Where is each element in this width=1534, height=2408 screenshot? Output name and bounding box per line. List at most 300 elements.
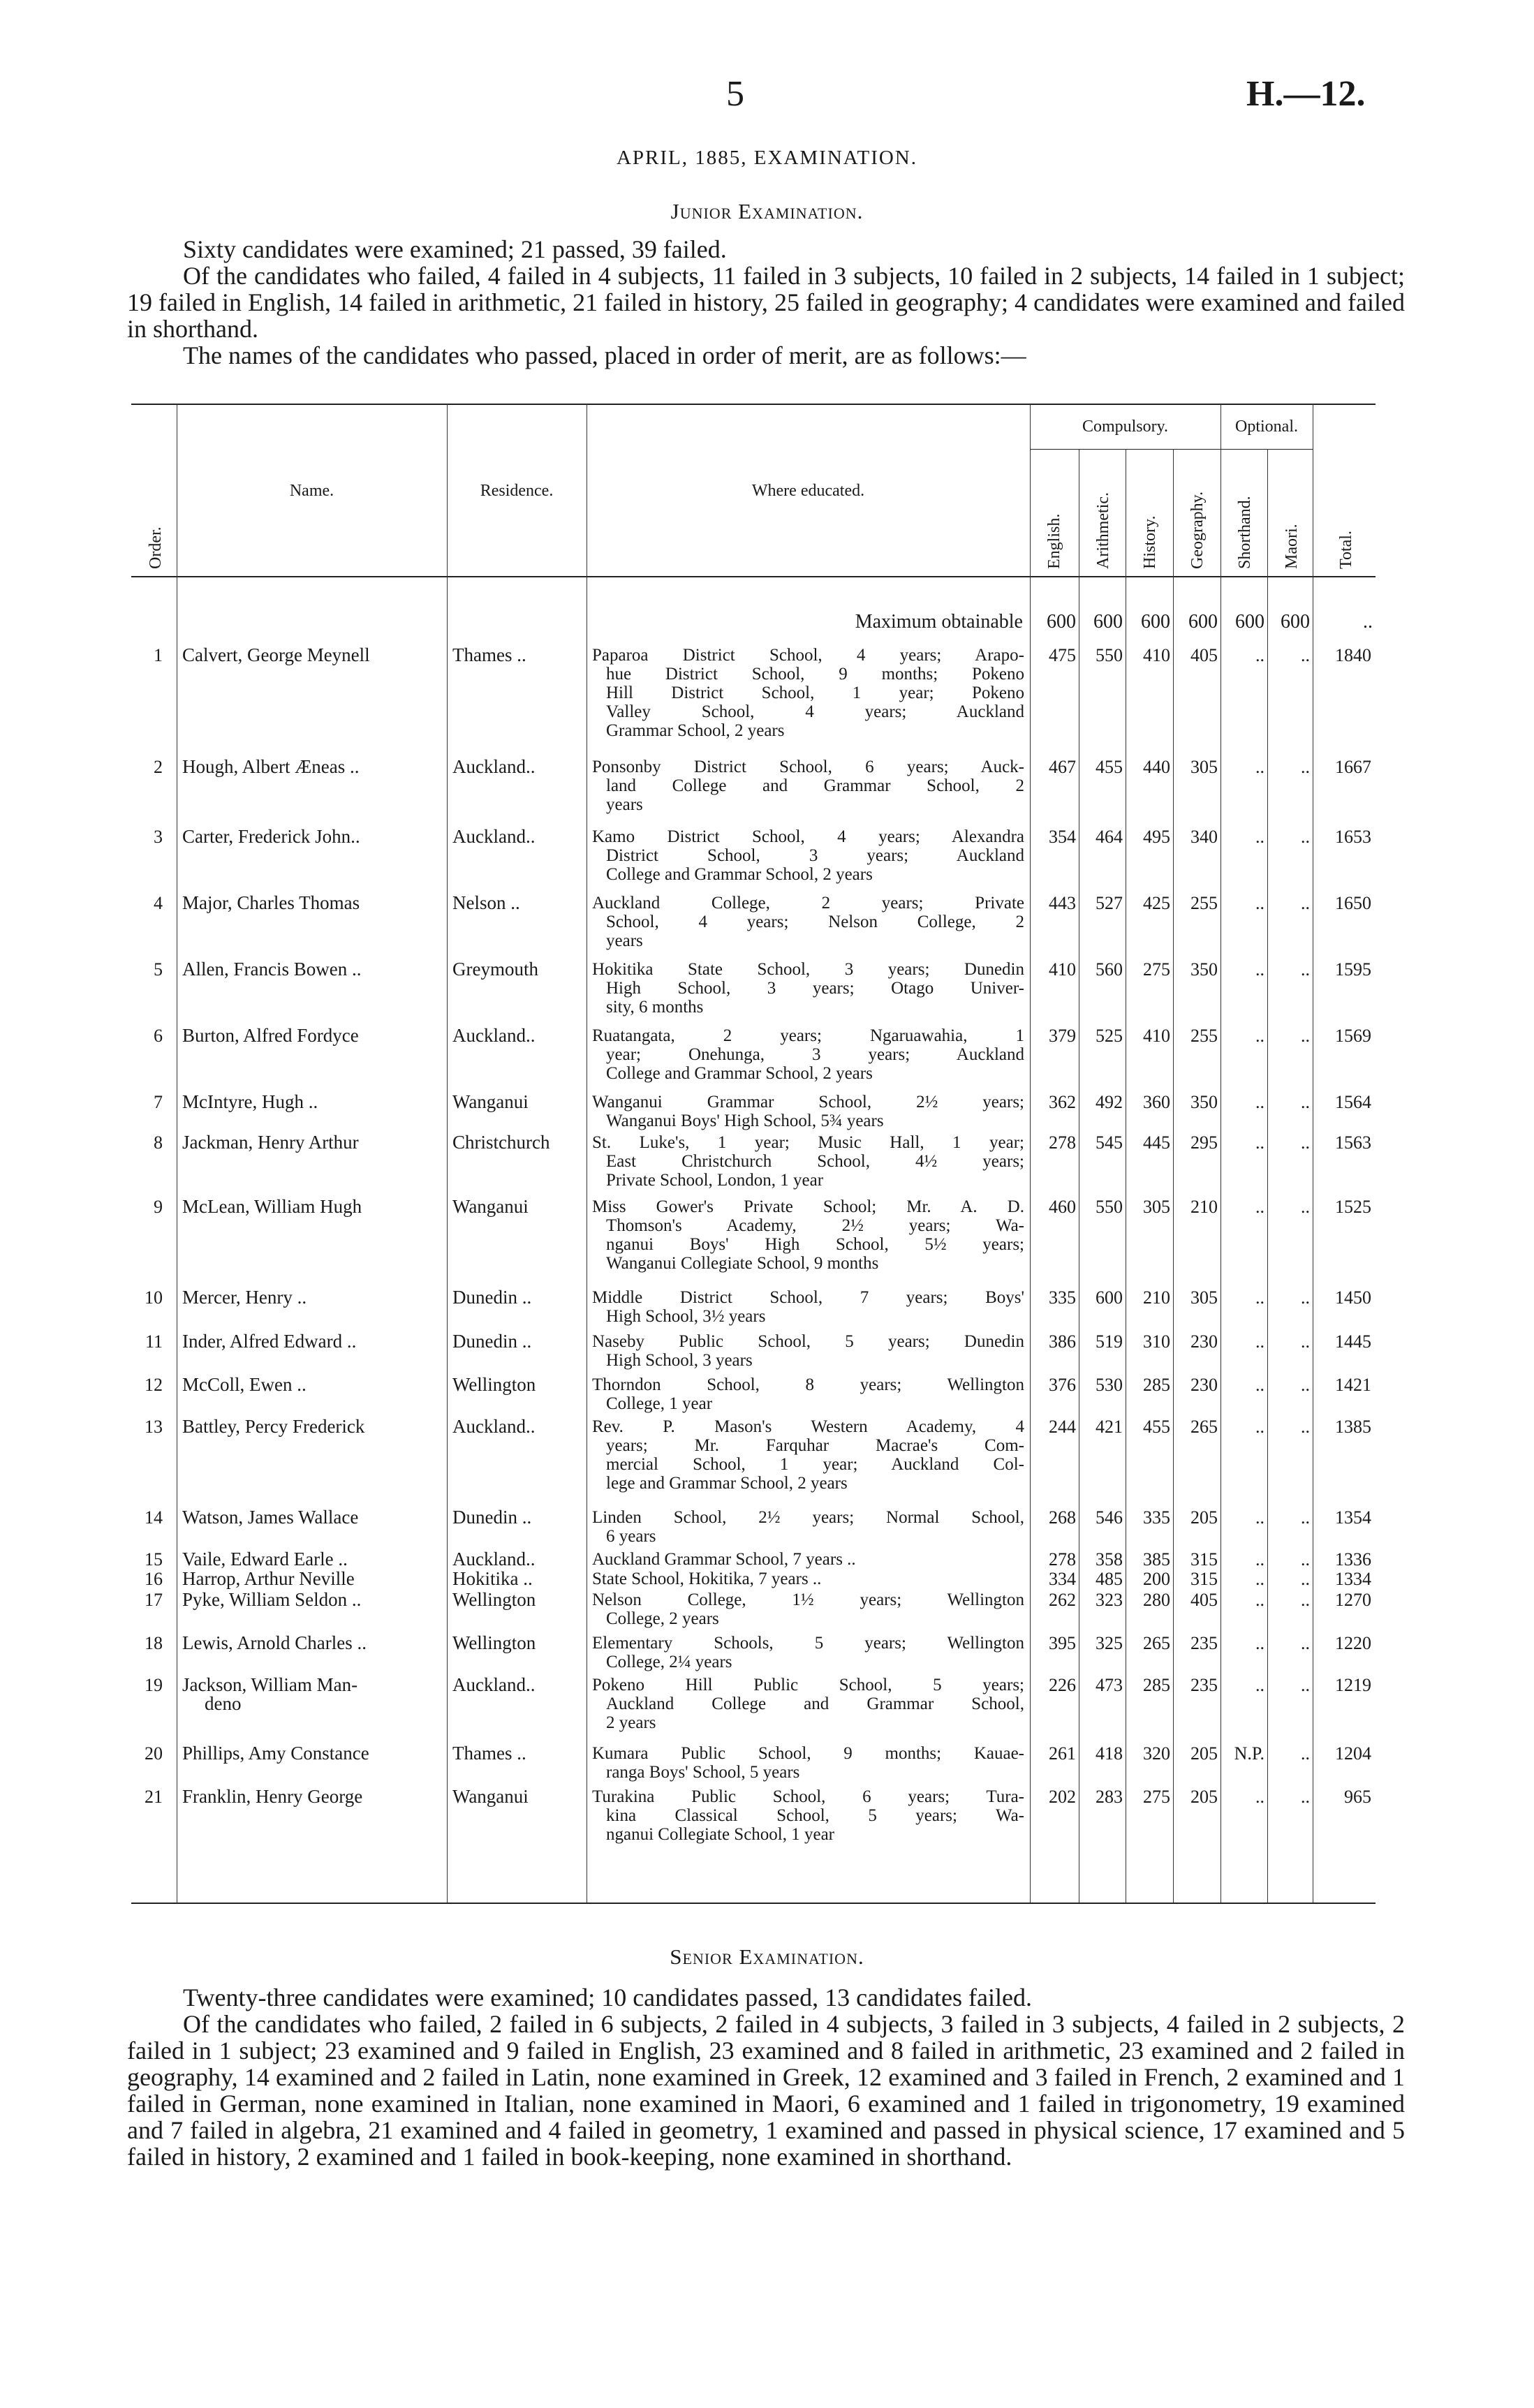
row-mark: 405 [1190, 645, 1218, 665]
row-mark: 315 [1190, 1569, 1218, 1589]
row-total: 1653 [1335, 827, 1371, 847]
row-mark: 255 [1190, 1026, 1218, 1046]
row-name: McIntyre, Hugh .. [182, 1091, 318, 1112]
col-residence-header: Residence. [480, 482, 554, 500]
row-mark: 262 [1049, 1590, 1076, 1610]
row-name: Carter, Frederick John.. [182, 826, 360, 847]
row-mark: 210 [1190, 1197, 1218, 1217]
row-mark: .. [1255, 1675, 1264, 1695]
row-order: 12 [145, 1375, 163, 1395]
row-residence: Dunedin .. [452, 1507, 532, 1528]
senior-intro [127, 1984, 1405, 2170]
row-mark: .. [1255, 645, 1264, 665]
row-mark: 350 [1190, 1092, 1218, 1112]
row-where-educated: Auckland College, 2 years; Private [592, 894, 1024, 913]
row-where-educated: Middle District School, 7 years; Boys' [592, 1288, 1024, 1307]
row-mark: 385 [1143, 1549, 1170, 1569]
group-optional: Optional. [1235, 418, 1298, 436]
row-where-educated: Thorndon School, 8 years; Wellington [592, 1375, 1024, 1394]
senior-paragraph: Of the candidates who failed, 2 failed in 6 subjects, 2 failed in 4 subjects, 3 failed in 3 subjects, 4 failed in 2 subjects, 2 failed in 1 subject; 23 examined and 9 failed in English, 23 examined and 8 failed in arithmetic, 23 examined and 2 failed in geography, 14 examined and 2 failed in Latin, none examined in Greek, 12 examined and 3 failed in French, 2 examined and 1 failed in German, none examined in Italian, none examined in Maori, 6 examined and 1 failed in trigonometry, 19 examined and 7 failed in algebra, 21 examined and 4 failed in geometry, 1 examined and passed in physical science, 17 examined and 5 failed in history, 2 examined and 1 failed in book-keeping, none examined in shorthand. [127, 2010, 1405, 2171]
row-mark: .. [1301, 1132, 1310, 1153]
row-where-educated: College, 1 year [606, 1394, 713, 1413]
row-residence: Wellington [452, 1374, 536, 1395]
row-residence: Nelson .. [452, 892, 520, 913]
row-total: 1564 [1335, 1092, 1371, 1112]
row-total: 1650 [1335, 893, 1371, 913]
row-where-educated: High School, 3 years [606, 1351, 753, 1370]
row-where-educated: Auckland College and Grammar School, [606, 1694, 1024, 1713]
row-mark: 305 [1190, 1287, 1218, 1308]
row-residence: Auckland.. [452, 1025, 536, 1046]
row-total: 1569 [1335, 1026, 1371, 1046]
junior-intro [127, 236, 1405, 369]
row-mark: 283 [1096, 1787, 1123, 1807]
row-mark: 325 [1096, 1633, 1123, 1653]
row-mark: .. [1301, 1743, 1310, 1764]
row-mark: 527 [1096, 893, 1123, 913]
row-where-educated: Ponsonby District School, 6 years; Auck- [592, 758, 1024, 776]
row-mark: .. [1301, 1026, 1310, 1046]
row-mark: 230 [1190, 1375, 1218, 1395]
row-order: 11 [145, 1331, 163, 1352]
row-order: 17 [145, 1590, 163, 1610]
table-bottom-rule [131, 1903, 1376, 1904]
row-mark: 323 [1096, 1590, 1123, 1610]
row-mark: 226 [1049, 1675, 1076, 1695]
row-mark: 421 [1096, 1417, 1123, 1437]
row-mark: .. [1255, 1197, 1264, 1217]
junior-title: Junior Examination. [670, 199, 864, 223]
row-where-educated: Kumara Public School, 9 months; Kauae- [592, 1744, 1024, 1763]
row-mark: 340 [1190, 827, 1218, 847]
row-mark: 475 [1049, 645, 1076, 665]
row-mark: 305 [1190, 757, 1218, 777]
row-mark: .. [1255, 1287, 1264, 1308]
row-where-educated: High School, 3 years; Otago Univer- [606, 979, 1024, 998]
row-where-educated: Hill District School, 1 year; Pokeno [606, 684, 1024, 702]
col-subject-header: Arithmetic. [1094, 492, 1112, 569]
row-mark: 360 [1143, 1092, 1170, 1112]
row-mark: 473 [1096, 1675, 1123, 1695]
row-where-educated: 6 years [606, 1527, 656, 1546]
row-mark: .. [1255, 757, 1264, 777]
row-mark: .. [1255, 1507, 1264, 1528]
row-name: Jackman, Henry Arthur [182, 1132, 359, 1153]
row-mark: .. [1301, 1633, 1310, 1653]
row-mark: 205 [1190, 1787, 1218, 1807]
col-subject-header: History. [1141, 515, 1159, 569]
row-mark: 386 [1049, 1331, 1076, 1352]
row-mark: 362 [1049, 1092, 1076, 1112]
row-mark: 550 [1096, 645, 1123, 665]
row-total: 1595 [1335, 959, 1371, 980]
row-residence: Wanganui [452, 1091, 529, 1112]
row-where-educated: year; Onehunga, 3 years; Auckland [606, 1045, 1024, 1064]
row-order: 16 [145, 1569, 163, 1589]
row-mark: 354 [1049, 827, 1076, 847]
row-residence: Dunedin .. [452, 1331, 532, 1352]
row-where-educated: Wanganui Boys' High School, 5¾ years [606, 1111, 884, 1130]
row-residence: Wellington [452, 1632, 536, 1653]
row-mark: .. [1301, 1287, 1310, 1308]
row-mark: .. [1255, 1417, 1264, 1437]
row-mark: .. [1301, 1590, 1310, 1610]
row-mark: .. [1301, 757, 1310, 777]
row-where-educated: years; Mr. Farquhar Macrae's Com- [606, 1436, 1024, 1455]
row-total: 1385 [1335, 1417, 1371, 1437]
group-compulsory: Compulsory. [1082, 418, 1169, 436]
junior-paragraph: Of the candidates who failed, 4 failed in 4 subjects, 11 failed in 3 subjects, 10 failed in 2 subjects, 14 failed in 1 subject; 19 failed in English, 14 failed in arithmetic, 21 failed in history, 25 failed in geography; 4 candidates were examined and failed in shorthand. [127, 262, 1405, 343]
senior-paragraph: Twenty-three candidates were examined; 10 candidates passed, 13 candidates failed. [183, 1984, 1032, 2011]
row-mark: 410 [1049, 959, 1076, 980]
row-where-educated: Grammar School, 2 years [606, 721, 785, 740]
row-name: Calvert, George Meynell [182, 644, 370, 665]
row-mark: .. [1301, 1417, 1310, 1437]
max-value: 600 [1047, 611, 1076, 633]
row-name: Jackson, William Man- [182, 1674, 358, 1695]
col-order-header: Order. [147, 526, 165, 569]
row-where-educated: College, 2 years [606, 1609, 719, 1628]
row-mark: 334 [1049, 1569, 1076, 1589]
row-mark: 519 [1096, 1331, 1123, 1352]
row-where-educated: Rev. P. Mason's Western Academy, 4 [592, 1417, 1024, 1436]
row-mark: 235 [1190, 1675, 1218, 1695]
row-name-continued: deno [205, 1693, 242, 1714]
row-name: Watson, James Wallace [182, 1507, 359, 1528]
row-mark: .. [1255, 827, 1264, 847]
row-mark: 280 [1143, 1590, 1170, 1610]
row-mark: 425 [1143, 893, 1170, 913]
row-mark: 410 [1143, 1026, 1170, 1046]
row-where-educated: sity, 6 months [606, 998, 704, 1017]
row-mark: 492 [1096, 1092, 1123, 1112]
max-value: 600 [1281, 611, 1310, 633]
row-mark: 205 [1190, 1743, 1218, 1764]
row-name: Phillips, Amy Constance [182, 1743, 369, 1764]
row-mark: 235 [1190, 1633, 1218, 1653]
row-order: 5 [154, 959, 163, 980]
row-mark: 485 [1096, 1569, 1123, 1589]
row-where-educated: High School, 3½ years [606, 1307, 766, 1326]
row-name: Allen, Francis Bowen .. [182, 959, 362, 980]
row-where-educated: East Christchurch School, 4½ years; [606, 1152, 1024, 1171]
row-mark: 546 [1096, 1507, 1123, 1528]
col-name-header: Name. [289, 482, 334, 500]
row-where-educated: Wanganui Grammar School, 2½ years; [592, 1093, 1024, 1111]
row-where-educated: College and Grammar School, 2 years [606, 865, 873, 884]
row-residence: Auckland.. [452, 756, 536, 777]
row-mark: 285 [1143, 1675, 1170, 1695]
row-where-educated: Linden School, 2½ years; Normal School, [592, 1508, 1024, 1527]
row-mark: .. [1301, 1787, 1310, 1807]
row-name: Franklin, Henry George [182, 1786, 363, 1807]
row-where-educated: Valley School, 4 years; Auckland [606, 702, 1024, 721]
row-mark: 376 [1049, 1375, 1076, 1395]
row-name: Harrop, Arthur Neville [182, 1568, 355, 1589]
row-where-educated: Kamo District School, 4 years; Alexandra [592, 827, 1024, 846]
row-total: 965 [1344, 1787, 1371, 1807]
row-where-educated: District School, 3 years; Auckland [606, 846, 1024, 865]
row-total: 1204 [1335, 1743, 1371, 1764]
row-name: Mercer, Henry .. [182, 1287, 307, 1308]
row-residence: Thames .. [452, 644, 526, 665]
row-mark: 455 [1143, 1417, 1170, 1437]
row-mark: 418 [1096, 1743, 1123, 1764]
row-where-educated: Private School, London, 1 year [606, 1171, 824, 1190]
col-subject-header: English. [1045, 513, 1063, 569]
row-mark: 295 [1190, 1132, 1218, 1153]
row-mark: 440 [1143, 757, 1170, 777]
row-mark: .. [1255, 1331, 1264, 1352]
row-mark: 335 [1143, 1507, 1170, 1528]
row-name: McColl, Ewen .. [182, 1374, 307, 1395]
row-where-educated: nganui Collegiate School, 1 year [606, 1825, 835, 1844]
row-residence: Wanganui [452, 1196, 529, 1217]
row-mark: 285 [1143, 1375, 1170, 1395]
row-order: 6 [154, 1026, 163, 1046]
row-mark: 460 [1049, 1197, 1076, 1217]
row-where-educated: Turakina Public School, 6 years; Tura- [592, 1787, 1024, 1806]
row-residence: Auckland.. [452, 1416, 536, 1437]
row-order: 1 [154, 645, 163, 665]
row-where-educated: State School, Hokitika, 7 years .. [592, 1569, 822, 1588]
row-mark: .. [1255, 1569, 1264, 1589]
row-where-educated: Miss Gower's Private School; Mr. A. D. [592, 1197, 1024, 1216]
row-total: 1220 [1335, 1633, 1371, 1653]
exam-title: APRIL, 1885, EXAMINATION. [616, 147, 917, 169]
row-name: Inder, Alfred Edward .. [182, 1331, 357, 1352]
row-where-educated: ranga Boys' School, 5 years [606, 1763, 800, 1782]
row-mark: 445 [1143, 1132, 1170, 1153]
row-mark: .. [1301, 1331, 1310, 1352]
row-mark: 202 [1049, 1787, 1076, 1807]
row-total: 1354 [1335, 1507, 1371, 1528]
max-value: 600 [1141, 611, 1170, 633]
row-mark: .. [1255, 1549, 1264, 1569]
row-name: McLean, William Hugh [182, 1196, 362, 1217]
max-value: 600 [1093, 611, 1123, 633]
row-where-educated: kina Classical School, 5 years; Wa- [606, 1806, 1024, 1825]
row-mark: .. [1301, 1569, 1310, 1589]
row-name: Major, Charles Thomas [182, 892, 360, 913]
row-total: 1336 [1335, 1549, 1371, 1569]
row-order: 15 [145, 1549, 163, 1569]
row-mark: 560 [1096, 959, 1123, 980]
row-total: 1667 [1335, 757, 1371, 777]
row-total: 1563 [1335, 1132, 1371, 1153]
row-where-educated: Nelson College, 1½ years; Wellington [592, 1590, 1024, 1609]
row-where-educated: nganui Boys' High School, 5½ years; [606, 1235, 1024, 1254]
row-mark: 395 [1049, 1633, 1076, 1653]
row-mark: 495 [1143, 827, 1170, 847]
row-mark: .. [1255, 1026, 1264, 1046]
row-total: 1445 [1335, 1331, 1371, 1352]
row-where-educated: hue District School, 9 months; Pokeno [606, 665, 1024, 684]
row-mark: .. [1255, 1375, 1264, 1395]
row-mark: N.P. [1234, 1743, 1264, 1764]
row-mark: 315 [1190, 1549, 1218, 1569]
row-mark: 244 [1049, 1417, 1076, 1437]
row-mark: 210 [1143, 1287, 1170, 1308]
row-residence: Dunedin .. [452, 1287, 532, 1308]
row-where-educated: Wanganui Collegiate School, 9 months [606, 1254, 879, 1273]
row-name: Vaile, Edward Earle .. [182, 1549, 348, 1569]
row-mark: 278 [1049, 1132, 1076, 1153]
row-residence: Auckland.. [452, 826, 536, 847]
row-mark: .. [1301, 1197, 1310, 1217]
row-order: 4 [154, 893, 163, 913]
row-total: 1525 [1335, 1197, 1371, 1217]
row-residence: Wanganui [452, 1786, 529, 1807]
row-residence: Thames .. [452, 1743, 526, 1764]
row-mark: .. [1255, 1132, 1264, 1153]
row-where-educated: Thomson's Academy, 2½ years; Wa- [606, 1216, 1024, 1235]
row-order: 10 [145, 1287, 163, 1308]
row-mark: .. [1301, 1675, 1310, 1695]
row-where-educated: Elementary Schools, 5 years; Wellington [592, 1634, 1024, 1653]
row-where-educated: College, 2¼ years [606, 1653, 732, 1671]
row-mark: 410 [1143, 645, 1170, 665]
row-mark: 600 [1096, 1287, 1123, 1308]
row-mark: .. [1301, 827, 1310, 847]
row-where-educated: land College and Grammar School, 2 [606, 776, 1024, 795]
header-bottom-rule [131, 576, 1376, 577]
row-mark: 275 [1143, 959, 1170, 980]
row-mark: .. [1255, 1787, 1264, 1807]
row-total: 1421 [1335, 1375, 1371, 1395]
page-reference: H.—12. [1246, 74, 1366, 114]
row-mark: .. [1255, 1633, 1264, 1653]
row-mark: 464 [1096, 827, 1123, 847]
senior-title: Senior Examination. [670, 1944, 864, 1969]
col-where-header: Where educated. [751, 482, 865, 500]
row-name: Lewis, Arnold Charles .. [182, 1632, 367, 1653]
row-mark: 443 [1049, 893, 1076, 913]
row-where-educated: St. Luke's, 1 year; Music Hall, 1 year; [592, 1133, 1024, 1152]
max-value: .. [1363, 611, 1373, 633]
row-name: Hough, Albert Æneas .. [182, 756, 360, 777]
col-subject-header: Shorthand. [1236, 496, 1254, 569]
row-mark: .. [1255, 1590, 1264, 1610]
col-total-header: Total. [1337, 531, 1355, 569]
row-order: 18 [145, 1633, 163, 1653]
row-mark: 320 [1143, 1743, 1170, 1764]
row-mark: 278 [1049, 1549, 1076, 1569]
row-mark: 379 [1049, 1026, 1076, 1046]
row-mark: .. [1301, 893, 1310, 913]
row-mark: 275 [1143, 1787, 1170, 1807]
row-order: 13 [145, 1417, 163, 1437]
row-mark: 200 [1143, 1569, 1170, 1589]
max-label: Maximum obtainable [855, 611, 1023, 633]
column-divider [447, 404, 448, 1903]
row-mark: 455 [1096, 757, 1123, 777]
row-where-educated: lege and Grammar School, 2 years [606, 1474, 848, 1493]
row-where-educated: Pokeno Hill Public School, 5 years; [592, 1676, 1024, 1694]
row-total: 1450 [1335, 1287, 1371, 1308]
row-where-educated: Ruatangata, 2 years; Ngaruawahia, 1 [592, 1026, 1024, 1045]
row-order: 21 [145, 1787, 163, 1807]
row-mark: 265 [1190, 1417, 1218, 1437]
row-where-educated: Auckland Grammar School, 7 years .. [592, 1550, 856, 1569]
page-number: 5 [726, 74, 744, 114]
row-residence: Hokitika .. [452, 1568, 533, 1589]
col-subject-header: Maori. [1283, 524, 1301, 569]
row-order: 20 [145, 1743, 163, 1764]
junior-paragraph: The names of the candidates who passed, placed in order of merit, are as follows:— [183, 341, 1026, 369]
row-mark: 265 [1143, 1633, 1170, 1653]
row-name: Battley, Percy Frederick [182, 1416, 365, 1437]
row-mark: 255 [1190, 893, 1218, 913]
row-mark: 545 [1096, 1132, 1123, 1153]
col-subject-header: Geography. [1188, 491, 1207, 569]
row-where-educated: years [606, 931, 643, 950]
row-mark: 550 [1096, 1197, 1123, 1217]
row-mark: 525 [1096, 1026, 1123, 1046]
row-order: 9 [154, 1197, 163, 1217]
row-total: 1270 [1335, 1590, 1371, 1610]
row-where-educated: School, 4 years; Nelson College, 2 [606, 913, 1024, 931]
row-order: 19 [145, 1675, 163, 1695]
row-residence: Wellington [452, 1589, 536, 1610]
row-mark: .. [1301, 959, 1310, 980]
row-mark: 530 [1096, 1375, 1123, 1395]
row-mark: 268 [1049, 1507, 1076, 1528]
row-mark: 305 [1143, 1197, 1170, 1217]
row-where-educated: years [606, 795, 643, 814]
row-mark: 350 [1190, 959, 1218, 980]
row-mark: .. [1301, 1549, 1310, 1569]
row-mark: 358 [1096, 1549, 1123, 1569]
row-name: Burton, Alfred Fordyce [182, 1025, 359, 1046]
row-where-educated: College and Grammar School, 2 years [606, 1064, 873, 1083]
row-order: 8 [154, 1132, 163, 1153]
row-where-educated: 2 years [606, 1713, 656, 1732]
row-mark: 230 [1190, 1331, 1218, 1352]
row-total: 1840 [1335, 645, 1371, 665]
row-order: 7 [154, 1092, 163, 1112]
row-total: 1219 [1335, 1675, 1371, 1695]
row-mark: 205 [1190, 1507, 1218, 1528]
row-mark: 261 [1049, 1743, 1076, 1764]
row-residence: Auckland.. [452, 1674, 536, 1695]
row-where-educated: Hokitika State School, 3 years; Dunedin [592, 960, 1024, 979]
max-value: 600 [1235, 611, 1264, 633]
row-residence: Christchurch [452, 1132, 550, 1153]
row-mark: .. [1301, 1092, 1310, 1112]
row-where-educated: mercial School, 1 year; Auckland Col- [606, 1455, 1024, 1474]
row-mark: .. [1301, 1507, 1310, 1528]
junior-paragraph: Sixty candidates were examined; 21 passed, 39 failed. [183, 235, 727, 263]
row-mark: .. [1301, 1375, 1310, 1395]
row-order: 2 [154, 757, 163, 777]
row-residence: Auckland.. [452, 1549, 536, 1569]
row-mark: .. [1301, 645, 1310, 665]
row-mark: .. [1255, 893, 1264, 913]
row-mark: .. [1255, 1092, 1264, 1112]
row-mark: 467 [1049, 757, 1076, 777]
row-mark: 335 [1049, 1287, 1076, 1308]
max-value: 600 [1188, 611, 1218, 633]
row-residence: Greymouth [452, 959, 538, 980]
row-where-educated: Naseby Public School, 5 years; Dunedin [592, 1332, 1024, 1351]
group-rule [1030, 449, 1313, 450]
row-order: 3 [154, 827, 163, 847]
row-mark: 405 [1190, 1590, 1218, 1610]
row-where-educated: Paparoa District School, 4 years; Arapo- [592, 646, 1024, 665]
row-mark: .. [1255, 959, 1264, 980]
row-total: 1334 [1335, 1569, 1371, 1589]
